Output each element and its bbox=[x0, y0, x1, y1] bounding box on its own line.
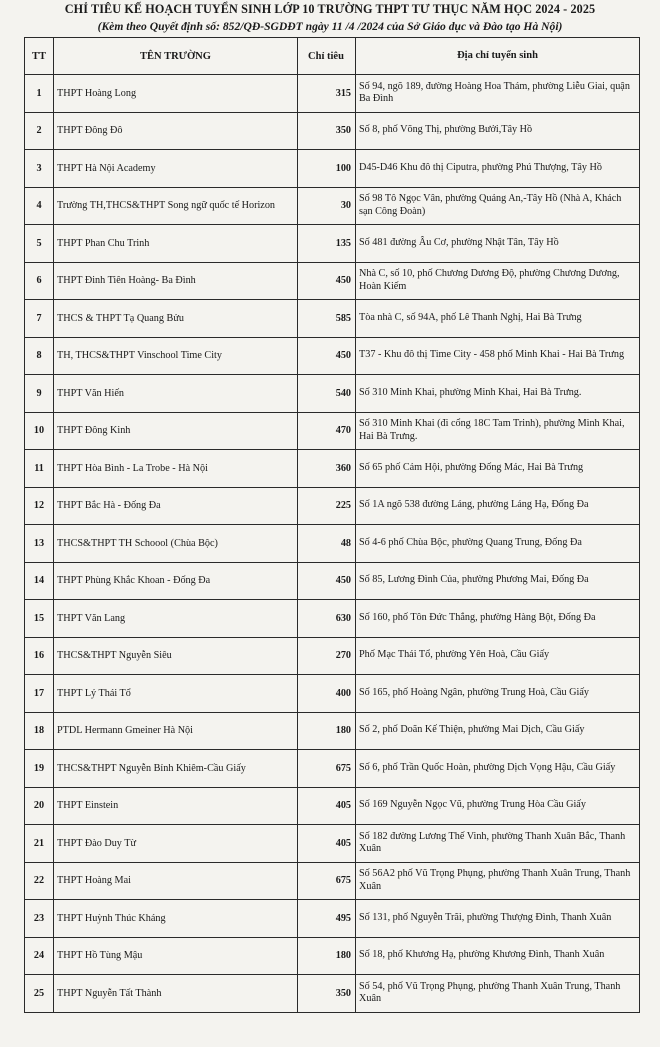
table-row bbox=[25, 525, 640, 563]
quota-value: 450 bbox=[298, 562, 356, 600]
table-row bbox=[25, 262, 640, 300]
row-number: 3 bbox=[25, 150, 54, 188]
school-name: THPT Huỳnh Thúc Kháng bbox=[54, 900, 298, 938]
table-row bbox=[25, 187, 640, 225]
quota-value: 675 bbox=[298, 862, 356, 900]
school-address: Tòa nhà C, số 94A, phố Lê Thanh Nghị, Hai Bà Trưng bbox=[356, 300, 640, 338]
quota-value: 48 bbox=[298, 525, 356, 563]
school-name: THCS & THPT Tạ Quang Bửu bbox=[54, 300, 298, 338]
table-row bbox=[25, 562, 640, 600]
school-address: Số 6, phố Trần Quốc Hoàn, phường Dịch Vọng Hậu, Cầu Giấy bbox=[356, 750, 640, 788]
row-number: 16 bbox=[25, 637, 54, 675]
school-address: Số 94, ngõ 189, đường Hoàng Hoa Thám, phường Liễu Giai, quận Ba Đình bbox=[356, 75, 640, 113]
school-address: Số 131, phố Nguyễn Trãi, phường Thượng Đình, Thanh Xuân bbox=[356, 900, 640, 938]
table-row bbox=[25, 300, 640, 338]
document-subtitle: (Kèm theo Quyết định số: 852/QĐ-SGDĐT ngày 11 /4 /2024 của Sở Giáo dục và Đào tạo Hà Nội) bbox=[97, 20, 563, 33]
school-name: THPT Nguyễn Tất Thành bbox=[54, 975, 298, 1013]
row-number: 13 bbox=[25, 525, 54, 563]
row-number: 1 bbox=[25, 75, 54, 113]
school-address: Số 85, Lương Đình Của, phường Phương Mai, Đống Đa bbox=[356, 562, 640, 600]
table-row bbox=[25, 712, 640, 750]
quota-value: 360 bbox=[298, 450, 356, 488]
row-number: 12 bbox=[25, 487, 54, 525]
table-row bbox=[25, 412, 640, 450]
row-number: 25 bbox=[25, 975, 54, 1013]
quota-value: 405 bbox=[298, 825, 356, 863]
school-address: Số 1A ngõ 538 đường Láng, phường Láng Hạ, Đống Đa bbox=[356, 487, 640, 525]
table-row bbox=[25, 75, 640, 113]
quota-value: 495 bbox=[298, 900, 356, 938]
table-row bbox=[25, 975, 640, 1013]
school-address: Số 2, phố Doãn Kế Thiện, phường Mai Dịch, Cầu Giấy bbox=[356, 712, 640, 750]
header-address: Địa chỉ tuyển sinh bbox=[356, 38, 640, 75]
school-name: Trường TH,THCS&THPT Song ngữ quốc tế Horizon bbox=[54, 187, 298, 225]
school-name: THCS&THPT Nguyễn Bỉnh Khiêm-Cầu Giấy bbox=[54, 750, 298, 788]
quota-value: 675 bbox=[298, 750, 356, 788]
row-number: 6 bbox=[25, 262, 54, 300]
table-row bbox=[25, 787, 640, 825]
table-header-row bbox=[25, 38, 640, 75]
school-address: Phố Mạc Thái Tổ, phường Yên Hoà, Cầu Giấy bbox=[356, 637, 640, 675]
school-address: Nhà C, số 10, phố Chương Dương Độ, phường Chương Dương, Hoàn Kiếm bbox=[356, 262, 640, 300]
row-number: 8 bbox=[25, 337, 54, 375]
row-number: 2 bbox=[25, 112, 54, 150]
school-name: THPT Hòa Bình - La Trobe - Hà Nội bbox=[54, 450, 298, 488]
school-name: TH, THCS&THPT Vinschool Time City bbox=[54, 337, 298, 375]
quota-value: 405 bbox=[298, 787, 356, 825]
quota-value: 350 bbox=[298, 112, 356, 150]
row-number: 11 bbox=[25, 450, 54, 488]
school-address: Số 310 Minh Khai (đi cổng 18C Tam Trinh), phường Minh Khai, Hai Bà Trưng. bbox=[356, 412, 640, 450]
row-number: 5 bbox=[25, 225, 54, 263]
table-row bbox=[25, 487, 640, 525]
row-number: 14 bbox=[25, 562, 54, 600]
school-name: THPT Hà Nội Academy bbox=[54, 150, 298, 188]
quota-value: 585 bbox=[298, 300, 356, 338]
table-row bbox=[25, 900, 640, 938]
row-number: 7 bbox=[25, 300, 54, 338]
quota-value: 400 bbox=[298, 675, 356, 713]
row-number: 20 bbox=[25, 787, 54, 825]
quota-value: 225 bbox=[298, 487, 356, 525]
school-name: THPT Hoàng Long bbox=[54, 75, 298, 113]
school-address: Số 165, phố Hoàng Ngân, phường Trung Hoà, Cầu Giấy bbox=[356, 675, 640, 713]
school-address: Số 182 đường Lương Thế Vinh, phường Thanh Xuân Bắc, Thanh Xuân bbox=[356, 825, 640, 863]
school-address: Số 310 Minh Khai, phường Minh Khai, Hai Bà Trưng. bbox=[356, 375, 640, 413]
school-address: Số 18, phố Khương Hạ, phường Khương Đình, Thanh Xuân bbox=[356, 937, 640, 975]
table-row bbox=[25, 637, 640, 675]
quota-value: 100 bbox=[298, 150, 356, 188]
row-number: 4 bbox=[25, 187, 54, 225]
quota-value: 470 bbox=[298, 412, 356, 450]
quota-value: 270 bbox=[298, 637, 356, 675]
table-row bbox=[25, 337, 640, 375]
row-number: 9 bbox=[25, 375, 54, 413]
school-name: THPT Đào Duy Từ bbox=[54, 825, 298, 863]
row-number: 24 bbox=[25, 937, 54, 975]
table-row bbox=[25, 937, 640, 975]
quota-value: 450 bbox=[298, 262, 356, 300]
row-number: 10 bbox=[25, 412, 54, 450]
row-number: 21 bbox=[25, 825, 54, 863]
header-school-name: TÊN TRƯỜNG bbox=[54, 38, 298, 75]
table-row bbox=[25, 862, 640, 900]
document-title: CHỈ TIÊU KẾ HOẠCH TUYỂN SINH LỚP 10 TRƯỜNG THPT TƯ THỤC NĂM HỌC 2024 - 2025 bbox=[64, 2, 596, 16]
school-address: D45-D46 Khu đô thị Ciputra, phường Phú Thượng, Tây Hồ bbox=[356, 150, 640, 188]
school-address: T37 - Khu đô thị Time City - 458 phố Minh Khai - Hai Bà Trưng bbox=[356, 337, 640, 375]
row-number: 19 bbox=[25, 750, 54, 788]
quota-value: 630 bbox=[298, 600, 356, 638]
row-number: 23 bbox=[25, 900, 54, 938]
school-name: THPT Phùng Khắc Khoan - Đống Đa bbox=[54, 562, 298, 600]
quota-value: 315 bbox=[298, 75, 356, 113]
school-name: THPT Lý Thái Tổ bbox=[54, 675, 298, 713]
row-number: 18 bbox=[25, 712, 54, 750]
table-row bbox=[25, 450, 640, 488]
row-number: 17 bbox=[25, 675, 54, 713]
quota-value: 450 bbox=[298, 337, 356, 375]
school-name: PTDL Hermann Gmeiner Hà Nội bbox=[54, 712, 298, 750]
school-name: THPT Bắc Hà - Đống Đa bbox=[54, 487, 298, 525]
quota-value: 180 bbox=[298, 712, 356, 750]
school-address: Số 56A2 phố Vũ Trọng Phụng, phường Thanh Xuân Trung, Thanh Xuân bbox=[356, 862, 640, 900]
header-no: TT bbox=[25, 38, 54, 75]
quota-value: 180 bbox=[298, 937, 356, 975]
table-row bbox=[25, 600, 640, 638]
quota-value: 135 bbox=[298, 225, 356, 263]
school-address: Số 54, phố Vũ Trọng Phụng, phường Thanh Xuân Trung, Thanh Xuân bbox=[356, 975, 640, 1013]
header-quota: Chỉ tiêu bbox=[298, 38, 356, 75]
table-row bbox=[25, 750, 640, 788]
school-name: THPT Đông Đô bbox=[54, 112, 298, 150]
school-name: THPT Đông Kinh bbox=[54, 412, 298, 450]
school-name: THCS&THPT TH Schoool (Chùa Bộc) bbox=[54, 525, 298, 563]
quota-value: 350 bbox=[298, 975, 356, 1013]
row-number: 22 bbox=[25, 862, 54, 900]
school-address: Số 98 Tô Ngọc Vân, phường Quảng An,-Tây Hồ (Nhà A, Khách sạn Công Đoàn) bbox=[356, 187, 640, 225]
school-name: THPT Đinh Tiên Hoàng- Ba Đình bbox=[54, 262, 298, 300]
table-row bbox=[25, 675, 640, 713]
quota-value: 30 bbox=[298, 187, 356, 225]
school-address: Số 65 phố Cảm Hội, phường Đống Mác, Hai Bà Trưng bbox=[356, 450, 640, 488]
table-row bbox=[25, 375, 640, 413]
school-name: THPT Einstein bbox=[54, 787, 298, 825]
school-address: Số 481 đường Âu Cơ, phường Nhật Tân, Tây Hồ bbox=[356, 225, 640, 263]
table-row bbox=[25, 825, 640, 863]
school-address: Số 4-6 phố Chùa Bộc, phường Quang Trung, Đống Đa bbox=[356, 525, 640, 563]
enrollment-table bbox=[24, 37, 640, 1013]
school-name: THPT Hồ Tùng Mậu bbox=[54, 937, 298, 975]
table-row bbox=[25, 112, 640, 150]
school-name: THPT Phan Chu Trinh bbox=[54, 225, 298, 263]
table-row bbox=[25, 150, 640, 188]
school-name: THPT Văn Hiến bbox=[54, 375, 298, 413]
row-number: 15 bbox=[25, 600, 54, 638]
school-address: Số 169 Nguyễn Ngọc Vũ, phường Trung Hòa Cầu Giấy bbox=[356, 787, 640, 825]
table-row bbox=[25, 225, 640, 263]
school-name: THCS&THPT Nguyễn Siêu bbox=[54, 637, 298, 675]
school-address: Số 160, phố Tôn Đức Thắng, phường Hàng Bột, Đống Đa bbox=[356, 600, 640, 638]
school-name: THPT Văn Lang bbox=[54, 600, 298, 638]
school-name: THPT Hoàng Mai bbox=[54, 862, 298, 900]
quota-value: 540 bbox=[298, 375, 356, 413]
school-address: Số 8, phố Võng Thị, phường Bưởi,Tây Hồ bbox=[356, 112, 640, 150]
